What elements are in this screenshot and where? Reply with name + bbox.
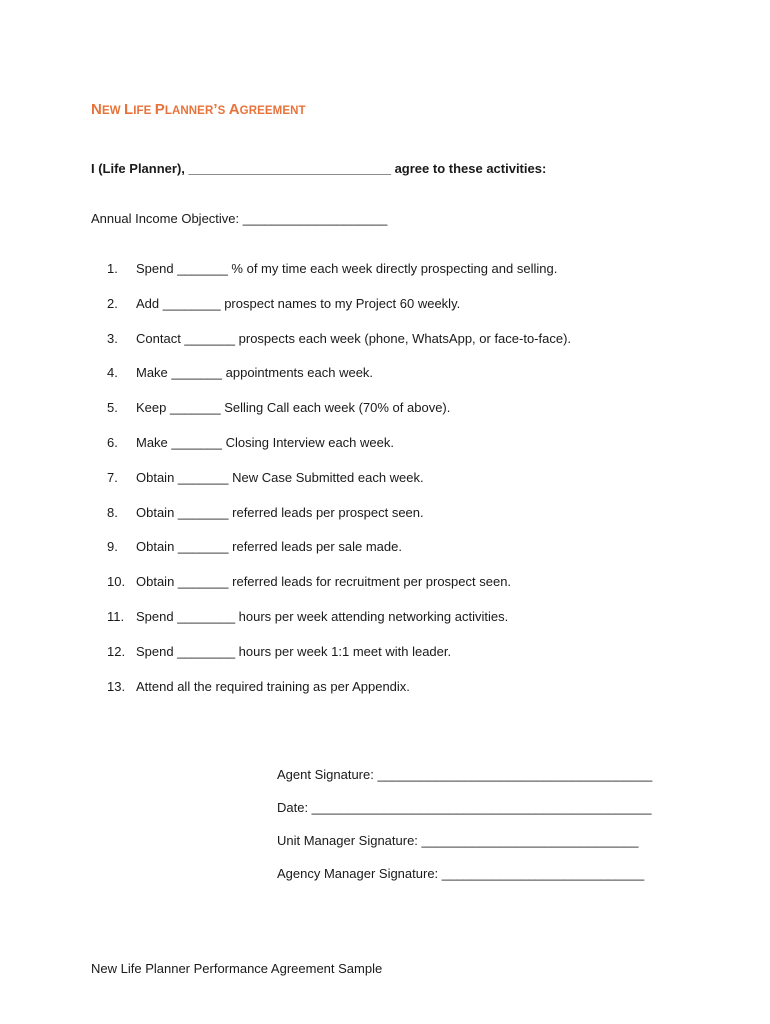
title-part: IFE — [133, 105, 155, 117]
activity-text: Obtain _______ referred leads per prospect seen. — [136, 504, 424, 520]
activity-number: 5. — [107, 400, 118, 416]
activity-item — [107, 435, 571, 470]
activity-text: Spend ________ hours per week 1:1 meet with leader. — [136, 643, 452, 659]
activity-item — [107, 505, 571, 540]
activity-text: Obtain _______ referred leads per sale made. — [136, 539, 402, 555]
title-part: S — [217, 105, 229, 117]
unit-manager-signature-line: Unit Manager Signature: ______________________________ — [277, 833, 639, 848]
activity-item — [107, 609, 571, 644]
activity-item — [107, 261, 571, 296]
activity-item — [107, 296, 571, 331]
title-part: N — [91, 101, 102, 118]
title-part: P — [154, 101, 165, 118]
activity-item — [107, 679, 571, 714]
activity-text: Add ________ prospect names to my Project 60 weekly. — [136, 295, 461, 311]
agent-signature-line: Agent Signature: ______________________________________ — [277, 767, 653, 782]
activity-item — [107, 400, 571, 435]
activity-item — [107, 331, 571, 366]
activity-text: Obtain _______ New Case Submitted each week. — [136, 469, 424, 485]
signature-block — [277, 767, 652, 899]
activity-number: 1. — [107, 261, 118, 276]
intro-statement: I (Life Planner), ____________________________ agree to these activities: — [91, 161, 547, 176]
activity-text: Spend ________ hours per week attending networking activities. — [136, 608, 509, 624]
activity-item — [107, 539, 571, 574]
title-part: A — [228, 101, 240, 118]
activity-number: 4. — [107, 365, 118, 381]
title-part: ’ — [213, 101, 218, 118]
title-part: GREEMENT — [239, 105, 306, 117]
activity-text: Obtain _______ referred leads for recruitment per prospect seen. — [136, 574, 512, 590]
date-line: Date: _______________________________________________ — [277, 800, 652, 815]
title-part: LANNER — [164, 105, 214, 117]
activity-number: 12. — [107, 643, 126, 659]
activity-text: Make _______ Closing Interview each week. — [136, 434, 394, 450]
activity-number: 10. — [107, 574, 126, 590]
activity-text: Keep _______ Selling Call each week (70% of above). — [136, 400, 451, 416]
page-footer: New Life Planner Performance Agreement Sample — [91, 961, 383, 976]
activity-text: Contact _______ prospects each week (phone, WhatsApp, or face-to-face). — [136, 330, 572, 346]
activity-text: Attend all the required training as per Appendix. — [136, 678, 410, 694]
activity-number: 11. — [107, 608, 125, 624]
activity-number: 3. — [107, 330, 118, 346]
activity-number: 9. — [107, 539, 118, 555]
activity-text: Spend _______ % of my time each week directly prospecting and selling. — [136, 261, 558, 276]
activity-text: Make _______ appointments each week. — [136, 365, 374, 381]
activity-item — [107, 574, 571, 609]
annual-income-objective: Annual Income Objective: ____________________ — [91, 211, 388, 226]
document-title — [91, 101, 306, 118]
activity-number: 6. — [107, 434, 118, 450]
activity-item — [107, 644, 571, 679]
activity-number: 8. — [107, 504, 118, 520]
activity-number: 13. — [107, 678, 126, 694]
agency-manager-signature-line: Agency Manager Signature: ____________________________ — [277, 866, 645, 881]
title-part: EW — [101, 105, 124, 117]
activity-number: 2. — [107, 295, 118, 311]
activities-list — [107, 261, 571, 713]
activity-item — [107, 470, 571, 505]
activity-number: 7. — [107, 469, 118, 485]
activity-item — [107, 365, 571, 400]
title-part: L — [123, 101, 134, 118]
